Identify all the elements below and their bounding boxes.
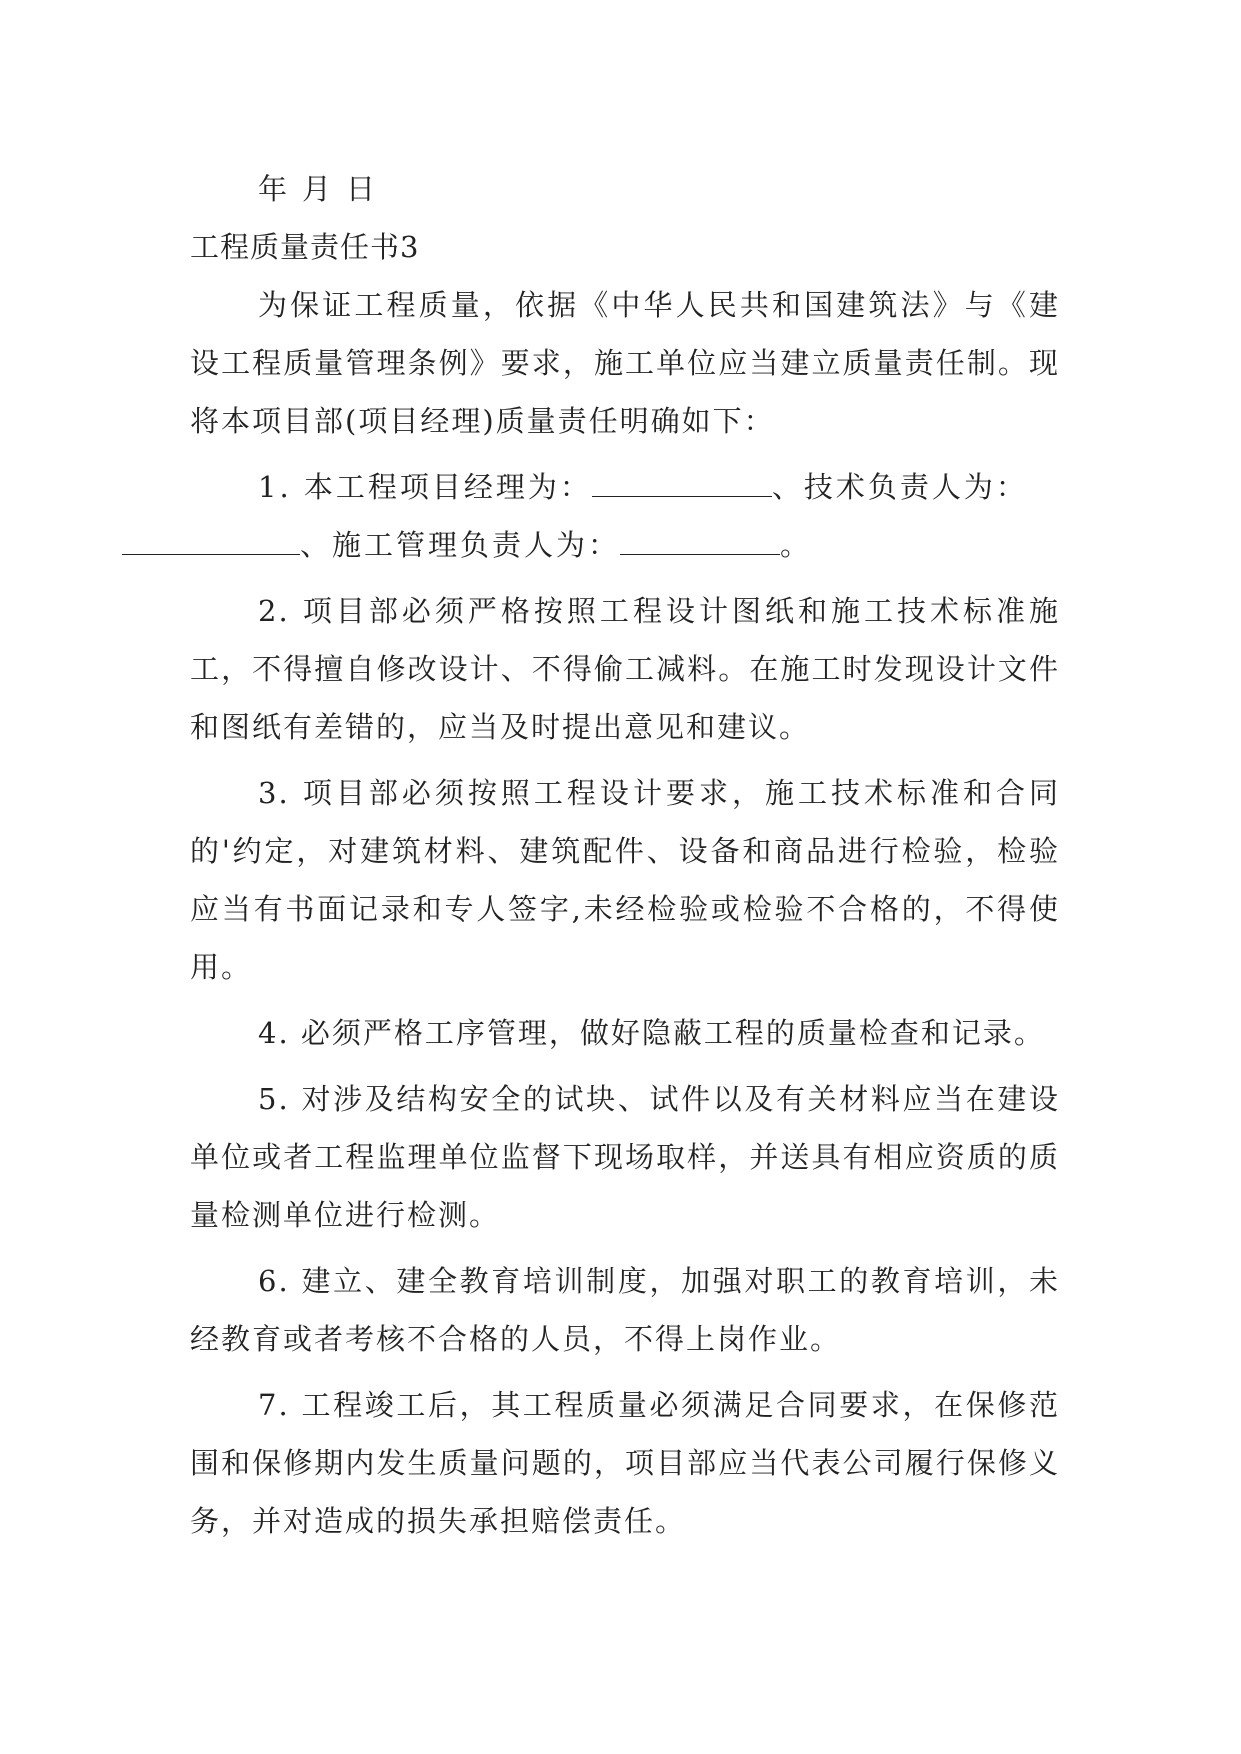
construction-lead-blank <box>620 524 780 555</box>
date-year: 年 <box>258 172 289 206</box>
date-day: 日 <box>346 172 377 206</box>
item-1-number: 1. <box>258 470 292 504</box>
item-5 <box>190 1070 1060 1244</box>
document-title: 工程质量责任书3 <box>190 230 420 264</box>
document-body <box>190 160 1060 1550</box>
item-4-text: 4. 必须严格工序管理，做好隐蔽工程的质量检查和记录。 <box>258 1016 1045 1050</box>
item-7 <box>190 1376 1060 1550</box>
date-line <box>190 160 1060 218</box>
item-4 <box>190 1004 1060 1062</box>
item-1-label-manager: 本工程项目经理为： <box>303 470 592 504</box>
item-6 <box>190 1252 1060 1368</box>
tech-lead-blank <box>122 524 300 555</box>
item-3 <box>190 764 1060 996</box>
item-1 <box>190 458 1060 574</box>
manager-blank <box>592 466 772 497</box>
item-1-end: 。 <box>780 528 813 562</box>
date-month: 月 <box>302 172 333 206</box>
item-6-text: 6. 建立、建全教育培训制度，加强对职工的教育培训，未经教育或者考核不合格的人员，不得上岗作业。 <box>190 1264 1060 1356</box>
item-1-label-tech: 、技术负责人为： <box>771 470 1028 504</box>
item-3-text: 3. 项目部必须按照工程设计要求，施工技术标准和合同的'约定，对建筑材料、建筑配件、设备和商品进行检验，检验应当有书面记录和专人签字,未经检验或检验不合格的，不得使用。 <box>190 776 1060 984</box>
item-1-label-construction: 、施工管理负责人为： <box>300 528 621 562</box>
item-2-text: 2. 项目部必须严格按照工程设计图纸和施工技术标准施工，不得擅自修改设计、不得偷工减料。在施工时发现设计文件和图纸有差错的，应当及时提出意见和建议。 <box>190 594 1060 744</box>
intro-paragraph: 为保证工程质量，依据《中华人民共和国建筑法》与《建设工程质量管理条例》要求，施工单位应当建立质量责任制。现将本项目部(项目经理)质量责任明确如下： <box>190 288 1060 438</box>
item-5-text: 5. 对涉及结构安全的试块、试件以及有关材料应当在建设单位或者工程监理单位监督下现场取样，并送具有相应资质的质量检测单位进行检测。 <box>190 1082 1060 1232</box>
item-7-text: 7. 工程竣工后，其工程质量必须满足合同要求，在保修范围和保修期内发生质量问题的，项目部应当代表公司履行保修义务，并对造成的损失承担赔偿责任。 <box>190 1388 1060 1538</box>
item-2 <box>190 582 1060 756</box>
